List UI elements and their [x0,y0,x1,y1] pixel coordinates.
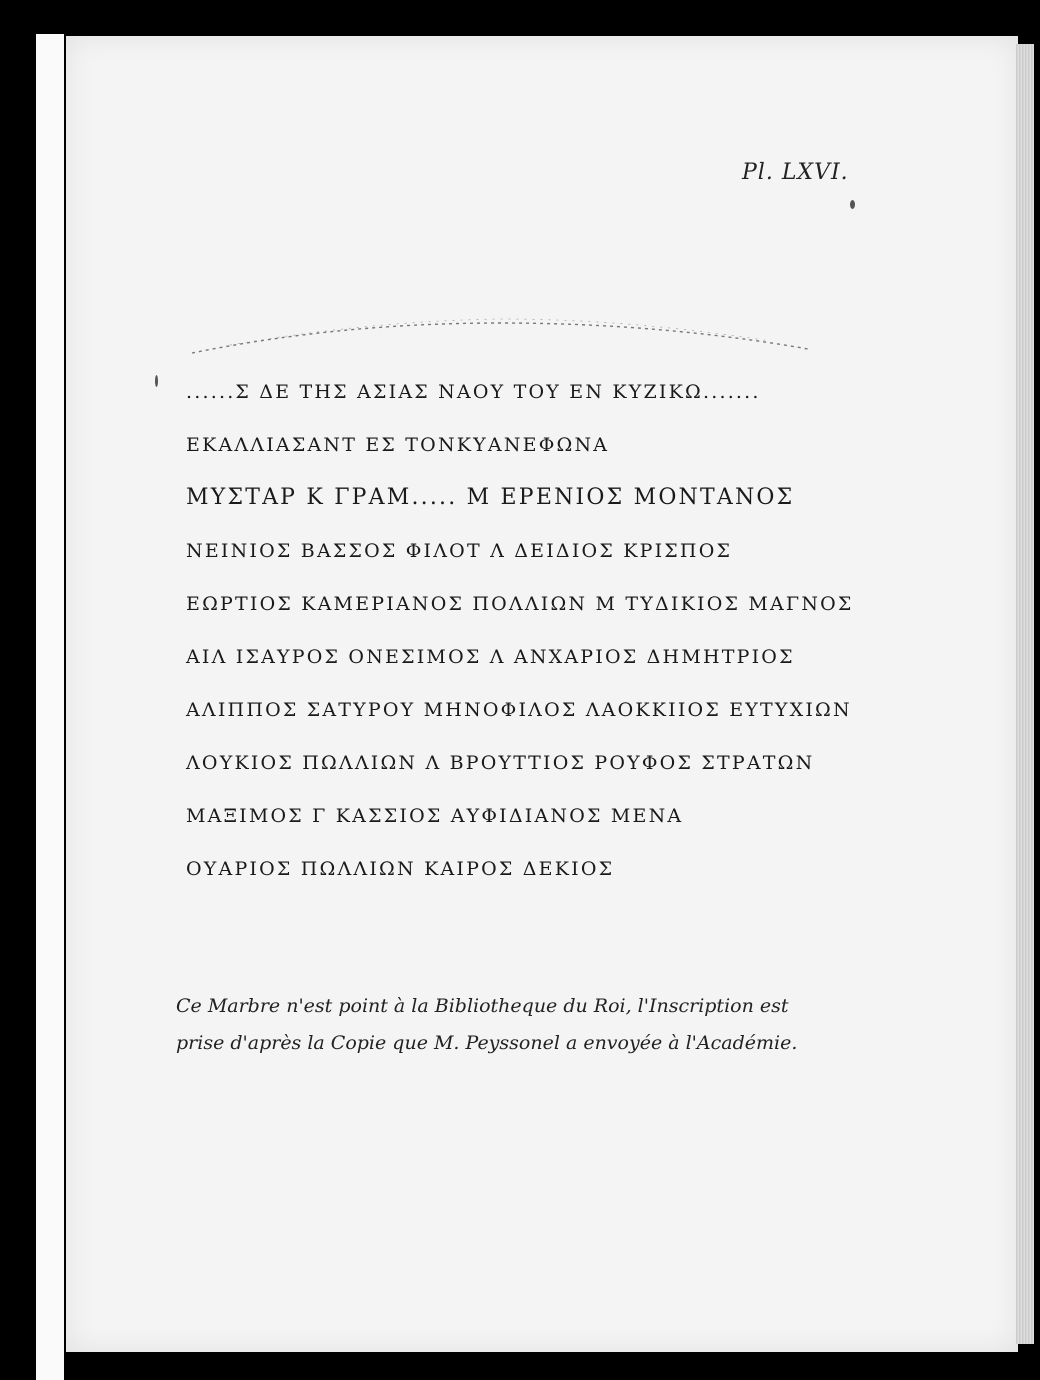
caption-line-2: prise d'après la Copie que M. Peyssonel a envoyée à l'Académie. [176,1032,798,1054]
inscription-line-9: ΜΑΞΙΜΟΣ Γ ΚΑΣΣΙΟΣ ΑΥΦΙΔΙΑΝΟΣ ΜΕΝΑ [186,805,684,827]
inscription-line-1: ......Σ ΔΕ ΤΗΣ ΑΣΙΑΣ ΝΑΟΥ ΤΟΥ ΕΝ ΚΥΖΙΚΩ....... [186,381,761,403]
inscription-line-4: ΝΕΙΝΙΟΣ ΒΑΣΣΟΣ ΦΙΛΟΤ Λ ΔΕΙΔΙΟΣ ΚΡΙΣΠΟΣ [186,540,733,562]
inscription-line-7: ΑΛΙΠΠΟΣ ΣΑΤΥΡΟΥ ΜΗΝΟΦΙΛΟΣ ΛΑΟΚΚΙΙΟΣ ΕΥΤΥΧΙΩΝ [186,699,852,721]
ink-speck [155,375,158,387]
inscription-line-2: ΕΚΑΛΛΙΑΣΑΝΤ ΕΣ ΤΟΝΚΥΑΝΕΦΩΝΑ [186,434,610,456]
caption-line-1: Ce Marbre n'est point à la Bibliotheque du Roi, l'Inscription est [176,995,789,1017]
inscription-line-10: ΟΥΑΡΙΟΣ ΠΩΛΛΙΩΝ ΚΑΙΡΟΣ ΔΕΚΙΟΣ [186,858,615,880]
ink-speck [850,200,855,209]
page-edge [1016,44,1034,1344]
inscription-line-8: ΛΟΥΚΙΟΣ ΠΩΛΛΙΩΝ Λ ΒΡΟΥΤΤΙΟΣ ΡΟΥΦΟΣ ΣΤΡΑΤΩΝ [186,752,815,774]
inscription-line-5: ΕΩΡΤΙΟΣ ΚΑΜΕΡΙΑΝΟΣ ΠΟΛΛΙΩΝ Μ ΤΥΔΙΚΙΟΣ ΜΑΓΝΟΣ [186,593,854,615]
greek-inscription [186,372,866,902]
caption-note [176,988,816,1062]
plate-number: Pl. LXVI. [742,160,849,185]
left-margin-strip [36,34,64,1380]
broken-stone-edge [190,315,810,375]
inscription-line-6: ΑΙΛ ΙΣΑΥΡΟΣ ΟΝΕΣΙΜΟΣ Λ ΑΝΧΑΡΙΟΣ ΔΗΜΗΤΡΙΟΣ [186,646,795,668]
inscription-line-3: ΜΥΣΤΑΡ Κ ΓΡΑΜ..... Μ ΕΡΕΝΙΟΣ ΜΟΝΤΑΝΟΣ [186,485,795,510]
